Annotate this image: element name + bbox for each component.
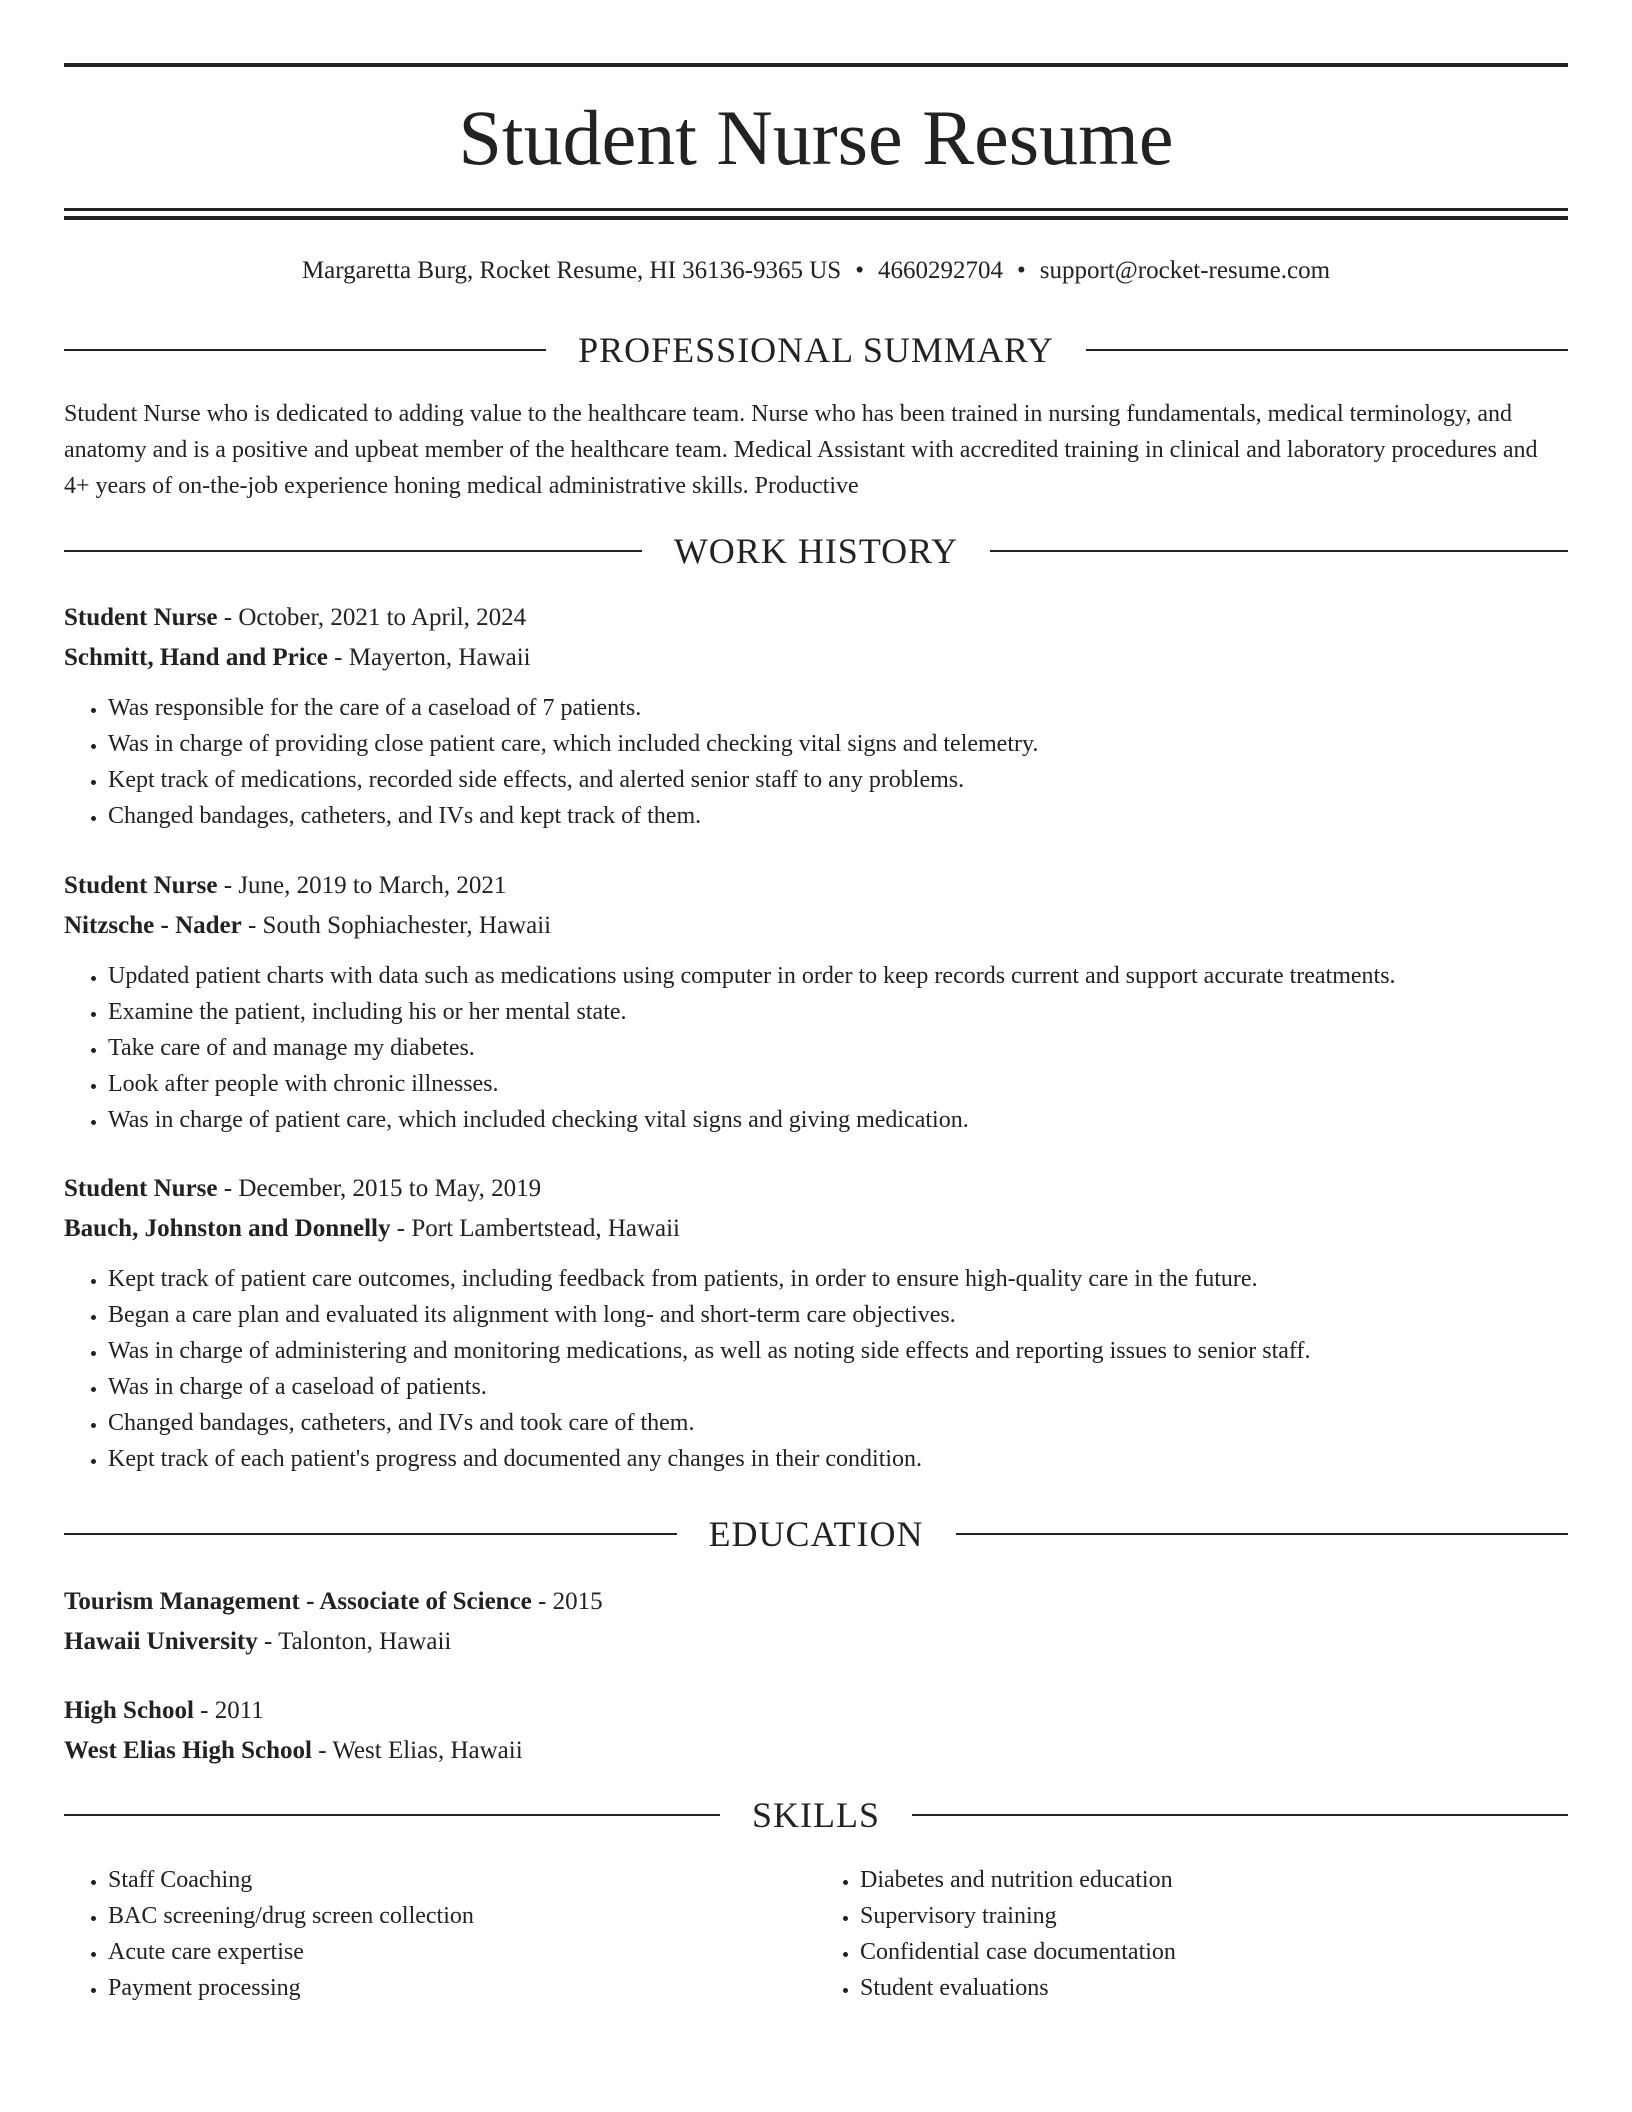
- summary-heading-label: PROFESSIONAL SUMMARY: [578, 330, 1054, 370]
- job-company: Bauch, Johnston and Donnelly: [64, 1215, 391, 1242]
- resume-title: Student Nurse Resume: [458, 94, 1174, 181]
- heading-rule: [64, 1814, 720, 1816]
- skills-list: [64, 1862, 1568, 2006]
- job-company: Nitzsche - Nader: [64, 912, 242, 939]
- title-double-rule: [64, 208, 1568, 220]
- list-item: • Changed bandages, catheters, and IVs and took care of them.: [108, 1405, 1568, 1441]
- education-location: - West Elias, Hawaii: [311, 1737, 523, 1764]
- list-item: • Kept track of patient care outcomes, including feedback from patients, in order to ensure high-quality care in the future.: [108, 1261, 1568, 1297]
- list-item: • Examine the patient, including his or her mental state.: [108, 994, 1568, 1030]
- job-company-row: [64, 906, 1568, 946]
- job-location: - Port Lambertstead, Hawaii: [390, 1215, 681, 1242]
- list-item: • Updated patient charts with data such as medications using computer in order to keep records current and support accurate treatments.: [108, 958, 1568, 994]
- job-title-row: [64, 866, 1568, 906]
- skills-heading-label: SKILLS: [752, 1795, 881, 1835]
- heading-rule: [64, 1533, 677, 1535]
- list-item: • Was in charge of patient care, which included checking vital signs and giving medication.: [108, 1102, 1568, 1138]
- education-location: - Talonton, Hawaii: [257, 1628, 452, 1655]
- list-item: • Kept track of each patient's progress and documented any changes in their condition.: [108, 1441, 1568, 1477]
- skill-item: • Confidential case documentation: [860, 1934, 1568, 1970]
- list-item: • Began a care plan and evaluated its alignment with long- and short-term care objectives.: [108, 1297, 1568, 1333]
- education-degree-row: [64, 1691, 1568, 1731]
- education-entry: [64, 1691, 1568, 1771]
- contact-phone: 4660292704: [877, 257, 1003, 284]
- job-title: Student Nurse: [64, 872, 218, 899]
- heading-rule: [990, 550, 1568, 552]
- skills-heading: [64, 1793, 1568, 1837]
- education-year: - 2011: [193, 1697, 264, 1724]
- job-title-row: [64, 1169, 1568, 1209]
- top-rule: [64, 63, 1568, 67]
- education-school-row: [64, 1622, 1568, 1662]
- contact-separator: •: [855, 257, 864, 284]
- job-company-row: [64, 638, 1568, 678]
- education-school: West Elias High School: [64, 1737, 312, 1764]
- job-entry: [64, 866, 1568, 1138]
- list-item: • Take care of and manage my diabetes.: [108, 1030, 1568, 1066]
- list-item: • Was in charge of providing close patient care, which included checking vital signs and telemetry.: [108, 726, 1568, 762]
- work-history-heading-label: WORK HISTORY: [673, 531, 959, 571]
- skill-item: • Payment processing: [108, 1970, 816, 2006]
- contact-line: [64, 254, 1568, 288]
- education-heading-label: EDUCATION: [708, 1514, 924, 1554]
- skill-item: • Acute care expertise: [108, 1934, 816, 1970]
- job-bullets: [64, 1261, 1568, 1477]
- education-heading: [64, 1512, 1568, 1556]
- contact-address: Margaretta Burg, Rocket Resume, HI 36136-9365 US: [301, 257, 842, 284]
- job-location: - Mayerton, Hawaii: [327, 644, 531, 671]
- education-school-row: [64, 1731, 1568, 1771]
- job-company: Schmitt, Hand and Price: [64, 644, 328, 671]
- summary-text: Student Nurse who is dedicated to adding value to the healthcare team. Nurse who has been trained in nursing fundamentals, medical terminology, and anatomy and is a positive and upbeat member of the healthcare team. Medical Assistant with accredited training in clinical and laboratory procedures and 4+ years of on-the-job experience honing medical administrative skills. Productive: [64, 401, 1538, 499]
- education-year: - 2015: [531, 1588, 603, 1615]
- list-item: • Look after people with chronic illnesses.: [108, 1066, 1568, 1102]
- work-history-heading: [64, 529, 1568, 573]
- education-degree-row: [64, 1582, 1568, 1622]
- education-entry: [64, 1582, 1568, 1662]
- contact-separator: •: [1016, 257, 1026, 284]
- job-dates: - June, 2019 to March, 2021: [217, 872, 507, 899]
- education-degree: Tourism Management - Associate of Science: [64, 1588, 532, 1615]
- job-title: Student Nurse: [64, 604, 218, 631]
- skills-column-right: [816, 1862, 1568, 2006]
- job-company-row: [64, 1209, 1568, 1249]
- job-bullets: [64, 690, 1568, 834]
- skills-column-left: [64, 1862, 816, 2006]
- job-bullets: [64, 958, 1568, 1138]
- skill-item: • Supervisory training: [860, 1898, 1568, 1934]
- education-school: Hawaii University: [64, 1628, 258, 1655]
- job-title-row: [64, 598, 1568, 638]
- heading-rule: [1086, 349, 1568, 351]
- heading-rule: [956, 1533, 1569, 1535]
- heading-rule: [64, 349, 546, 351]
- list-item: • Kept track of medications, recorded side effects, and alerted senior staff to any problems.: [108, 762, 1568, 798]
- job-entry: [64, 598, 1568, 834]
- summary-heading: [64, 328, 1568, 372]
- list-item: • Was responsible for the care of a caseload of 7 patients.: [108, 690, 1568, 726]
- education-degree: High School: [64, 1697, 194, 1724]
- list-item: • Changed bandages, catheters, and IVs and kept track of them.: [108, 798, 1568, 834]
- heading-rule: [64, 550, 642, 552]
- skill-item: • Staff Coaching: [108, 1862, 816, 1898]
- contact-email[interactable]: support@rocket-resume.com: [1039, 257, 1331, 284]
- job-location: - South Sophiachester, Hawaii: [241, 912, 552, 939]
- list-item: • Was in charge of administering and monitoring medications, as well as noting side effects and reporting issues to senior staff.: [108, 1333, 1568, 1369]
- job-entry: [64, 1169, 1568, 1477]
- job-title: Student Nurse: [64, 1175, 218, 1202]
- list-item: • Was in charge of a caseload of patients.: [108, 1369, 1568, 1405]
- skill-item: • Diabetes and nutrition education: [860, 1862, 1568, 1898]
- skill-item: • BAC screening/drug screen collection: [108, 1898, 816, 1934]
- job-dates: - December, 2015 to May, 2019: [217, 1175, 542, 1202]
- job-dates: - October, 2021 to April, 2024: [217, 604, 527, 631]
- heading-rule: [912, 1814, 1568, 1816]
- skill-item: • Student evaluations: [860, 1970, 1568, 2006]
